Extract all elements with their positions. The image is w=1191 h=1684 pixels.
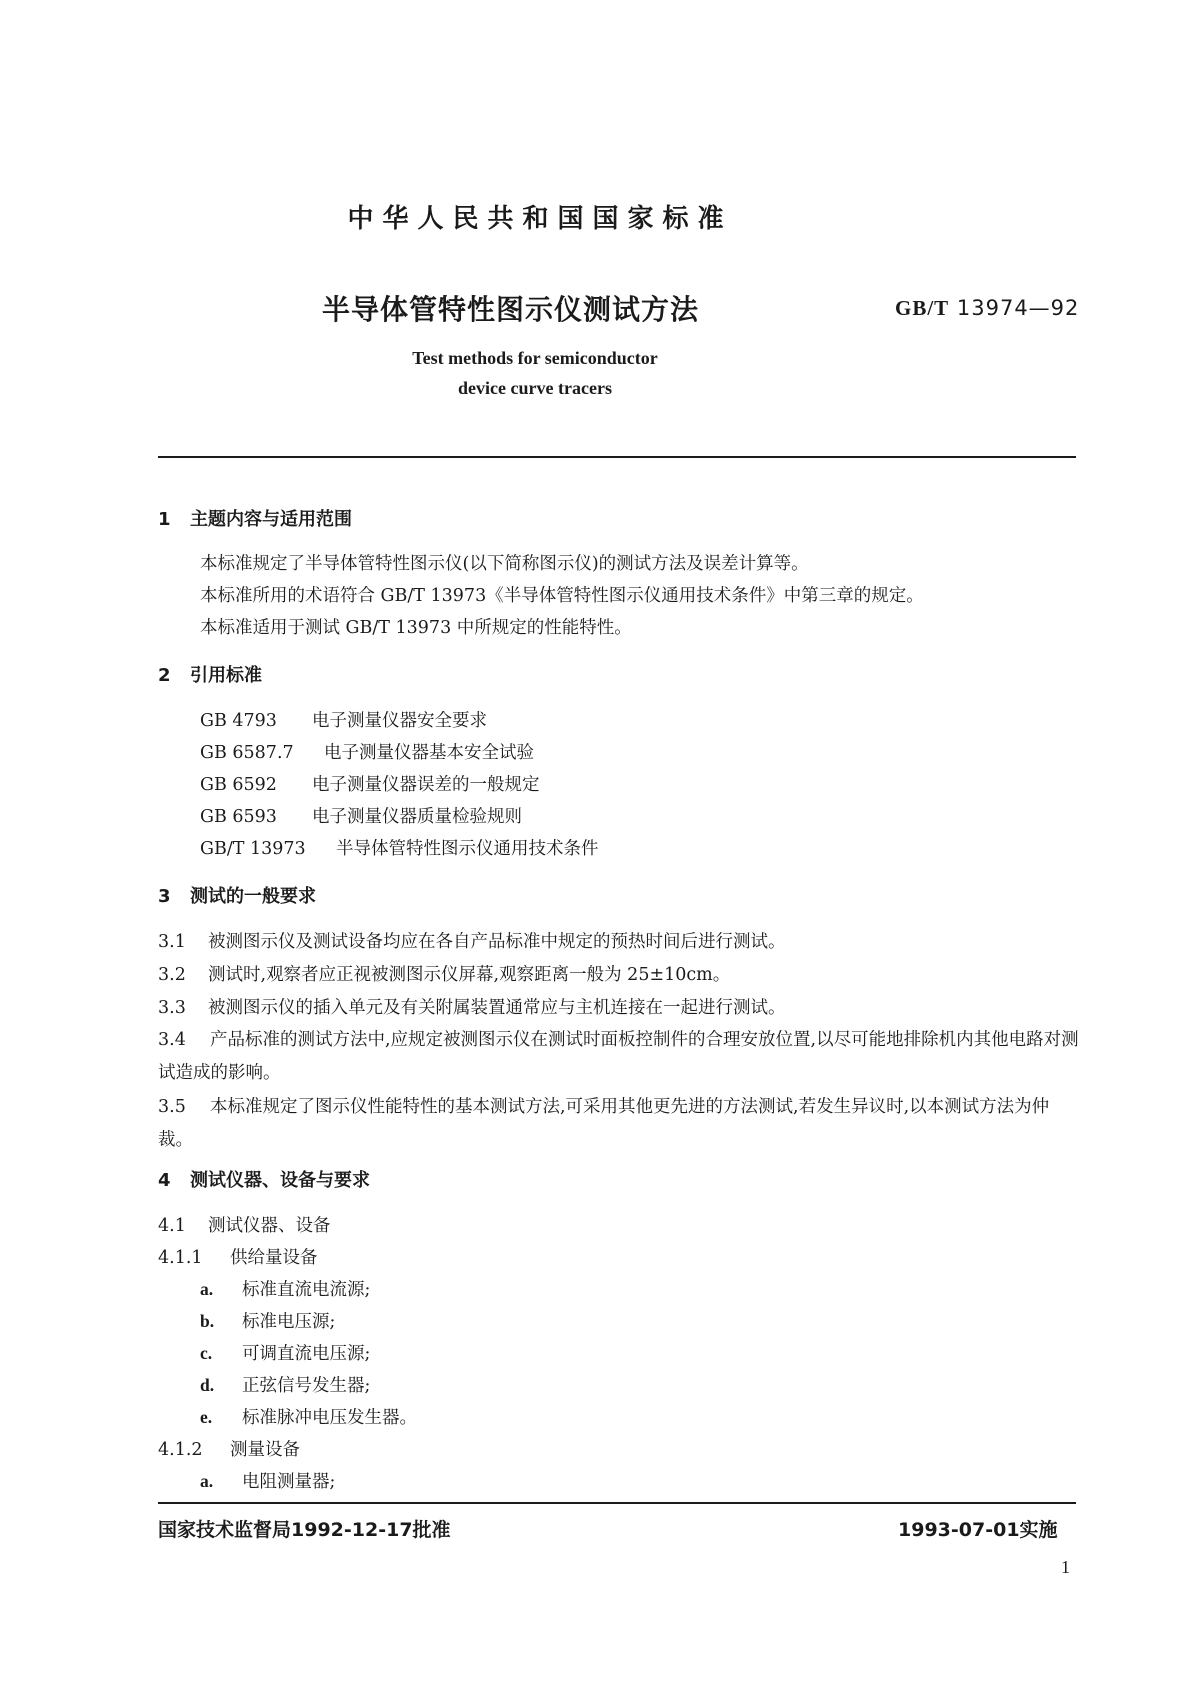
english-title-line-1: Test methods for semiconductor: [412, 348, 658, 368]
implementation-date: 1993-07-01实施: [898, 1519, 1058, 1541]
footer-rule: [158, 1502, 1076, 1504]
supply-item: c. 可调直流电压源;: [200, 1343, 371, 1364]
section-3-heading: 3 测试的一般要求: [158, 886, 316, 907]
section-2-heading: 2 引用标准: [158, 665, 262, 686]
reference-item: GB/T 13973 半导体管特性图示仪通用技术条件: [200, 839, 599, 859]
section-1-paragraph: 本标准规定了半导体管特性图示仪(以下简称图示仪)的测试方法及误差计算等。: [200, 554, 809, 574]
measure-item: a. 电阻测量器;: [200, 1471, 336, 1492]
clause-3-2: 3.2 测试时,观察者应正视被测图示仪屏幕,观察距离一般为 25±10cm。: [158, 965, 731, 985]
supply-item: e. 标准脉冲电压发生器。: [200, 1407, 417, 1428]
clause-4-1: 4.1 测试仪器、设备: [158, 1216, 331, 1236]
section-4-heading: 4 测试仪器、设备与要求: [158, 1170, 370, 1191]
header-rule: [158, 456, 1076, 458]
clause-4-1-2: 4.1.2 测量设备: [158, 1440, 300, 1460]
clause-3-1: 3.1 被测图示仪及测试设备均应在各自产品标准中规定的预热时间后进行测试。: [158, 932, 786, 952]
reference-item: GB 4793 电子测量仪器安全要求: [200, 711, 487, 731]
standard-code: [895, 296, 1079, 321]
clause-3-4: 3.4 产品标准的测试方法中,应规定被测图示仪在测试时面板控制件的合理安放位置,以尽可能地排除机内其他电路对测试造成的影响。: [158, 1030, 1079, 1083]
reference-item: GB 6587.7 电子测量仪器基本安全试验: [200, 743, 534, 763]
national-standard-heading: 中华人民共和国国家标准: [347, 204, 733, 234]
section-1-paragraph: 本标准所用的术语符合 GB/T 13973《半导体管特性图示仪通用技术条件》中第三章的规定。: [200, 586, 924, 606]
document-title: 半导体管特性图示仪测试方法: [322, 293, 700, 326]
clause-3-5: 3.5 本标准规定了图示仪性能特性的基本测试方法,可采用其他更先进的方法测试,若发生异议时,以本测试方法为仲裁。: [158, 1097, 1050, 1150]
standard-code-number: 13974—92: [956, 296, 1080, 320]
reference-item: GB 6593 电子测量仪器质量检验规则: [200, 807, 522, 827]
supply-item: a. 标准直流电流源;: [200, 1279, 371, 1300]
approval-date: 国家技术监督局1992-12-17批准: [158, 1519, 451, 1541]
clause-4-1-1: 4.1.1 供给量设备: [158, 1248, 318, 1268]
reference-item: GB 6592 电子测量仪器误差的一般规定: [200, 775, 540, 795]
page-number: 1: [1061, 1557, 1070, 1577]
supply-item: d. 正弦信号发生器;: [200, 1375, 371, 1396]
supply-item: b. 标准电压源;: [200, 1311, 336, 1332]
section-1-heading: 1 主题内容与适用范围: [158, 509, 352, 530]
english-title-line-2: device curve tracers: [458, 378, 612, 398]
section-1-paragraph: 本标准适用于测试 GB/T 13973 中所规定的性能特性。: [200, 618, 632, 638]
standard-code-prefix: GB/T: [895, 296, 950, 320]
clause-3-3: 3.3 被测图示仪的插入单元及有关附属装置通常应与主机连接在一起进行测试。: [158, 998, 786, 1018]
